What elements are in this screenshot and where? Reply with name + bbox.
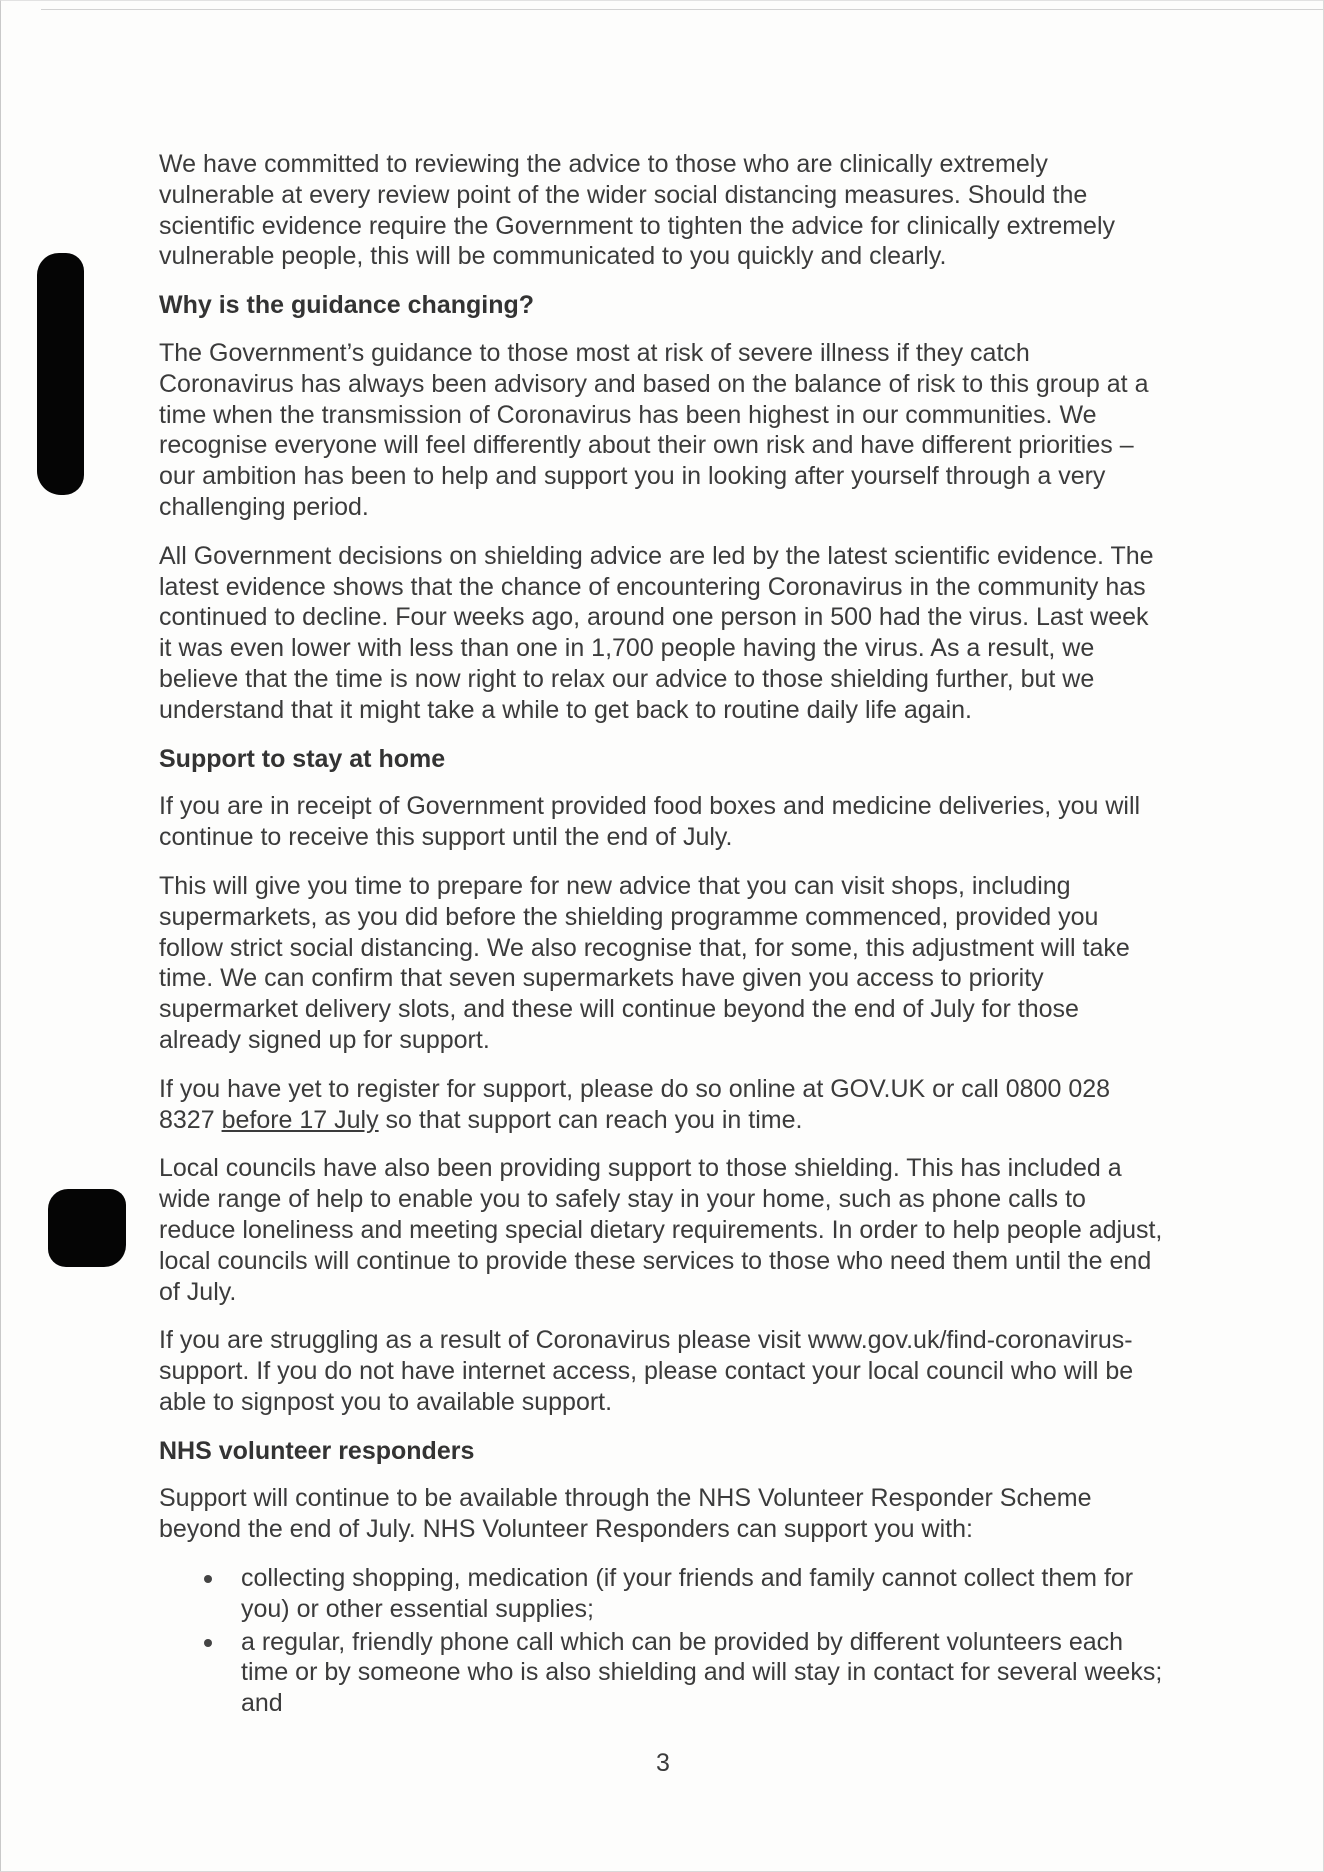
paragraph: Local councils have also been providing support to those shielding. This has included a wide range of help to enable you to safely stay in your home, such as phone calls to reduce loneliness and meeting special dietary requirements. In order to help people adjust, local councils will continue to provide these services to those who need them until the end of July. xyxy=(159,1154,1163,1306)
paragraph-text: If you have yet to register for support, please do so online at GOV.UK or call 0800 028 8327 xyxy=(159,1074,1111,1134)
paragraph: All Government decisions on shielding advice are led by the latest scientific evidence. The latest evidence shows that the chance of encountering Coronavirus in the community has continued to decline. Four weeks ago, around one person in 500 had the virus. Last week it was even lower with less than one in 1,700 people having the virus. As a result, we believe that the time is now right to relax our advice to those shielding further, but we understand that it might take a while to get back to routine daily life again. xyxy=(159,541,1154,724)
bullet-list xyxy=(159,1563,1239,1719)
list-item-text: a regular, friendly phone call which can be provided by different volunteers each time or by someone who is also shielding and will stay in contact for several weeks; and xyxy=(241,1627,1163,1718)
paragraph: We have committed to reviewing the advice to those who are clinically extremely vulnerable at every review point of the wider social distancing measures. Should the scientific evidence require the Government to tighten the advice for clinically extremely vulnerable people, this will be communicated to you quickly and clearly. xyxy=(159,150,1116,271)
redaction-mark xyxy=(37,253,84,495)
paragraph: The Government’s guidance to those most at risk of severe illness if they catch Coronavirus has always been advisory and based on the balance of risk to this group at a time when the transmission of Coronavirus has been highest in our communities. We recognise everyone will feel differently about their own risk and have different priorities – our ambition has been to help and support you in looking after yourself through a very challenging period. xyxy=(159,338,1149,521)
section-heading: Support to stay at home xyxy=(159,744,446,773)
paragraph: Support will continue to be available through the NHS Volunteer Responder Scheme beyond the end of July. NHS Volunteer Responders can support you with: xyxy=(159,1484,1092,1544)
paragraph: If you are struggling as a result of Coronavirus please visit www.gov.uk/find-coronavirus- support. If you do not have internet access, please contact your local council who will be able to signpost you to available support. xyxy=(159,1326,1134,1416)
document-body xyxy=(159,149,1239,1721)
bullet-dot-icon xyxy=(204,1639,212,1647)
section-heading: Why is the guidance changing? xyxy=(159,291,535,320)
list-item xyxy=(159,1627,1239,1719)
top-rule xyxy=(41,9,1323,10)
paragraph xyxy=(159,1074,1239,1136)
paragraph: This will give you time to prepare for new advice that you can visit shops, including supermarkets, as you did before the shielding programme commenced, provided you follow strict social distancing. We also recognise that, for some, this adjustment will take time. We can confirm that seven supermarkets have given you access to priority supermarket delivery slots, and these will continue beyond the end of July for those already signed up for support. xyxy=(159,871,1130,1054)
list-item xyxy=(159,1563,1239,1625)
list-item-text: collecting shopping, medication (if your friends and family cannot collect them for you) or other essential supplies; xyxy=(241,1564,1134,1623)
bullet-dot-icon xyxy=(204,1575,212,1583)
paragraph: If you are in receipt of Government provided food boxes and medicine deliveries, you will continue to receive this support until the end of July. xyxy=(159,792,1141,852)
section-heading: NHS volunteer responders xyxy=(159,1436,475,1465)
page-number: 3 xyxy=(656,1749,670,1777)
underlined-deadline: before 17 July xyxy=(221,1105,379,1134)
paragraph-text: so that support can reach you in time. xyxy=(378,1105,803,1134)
redaction-mark xyxy=(48,1189,126,1267)
